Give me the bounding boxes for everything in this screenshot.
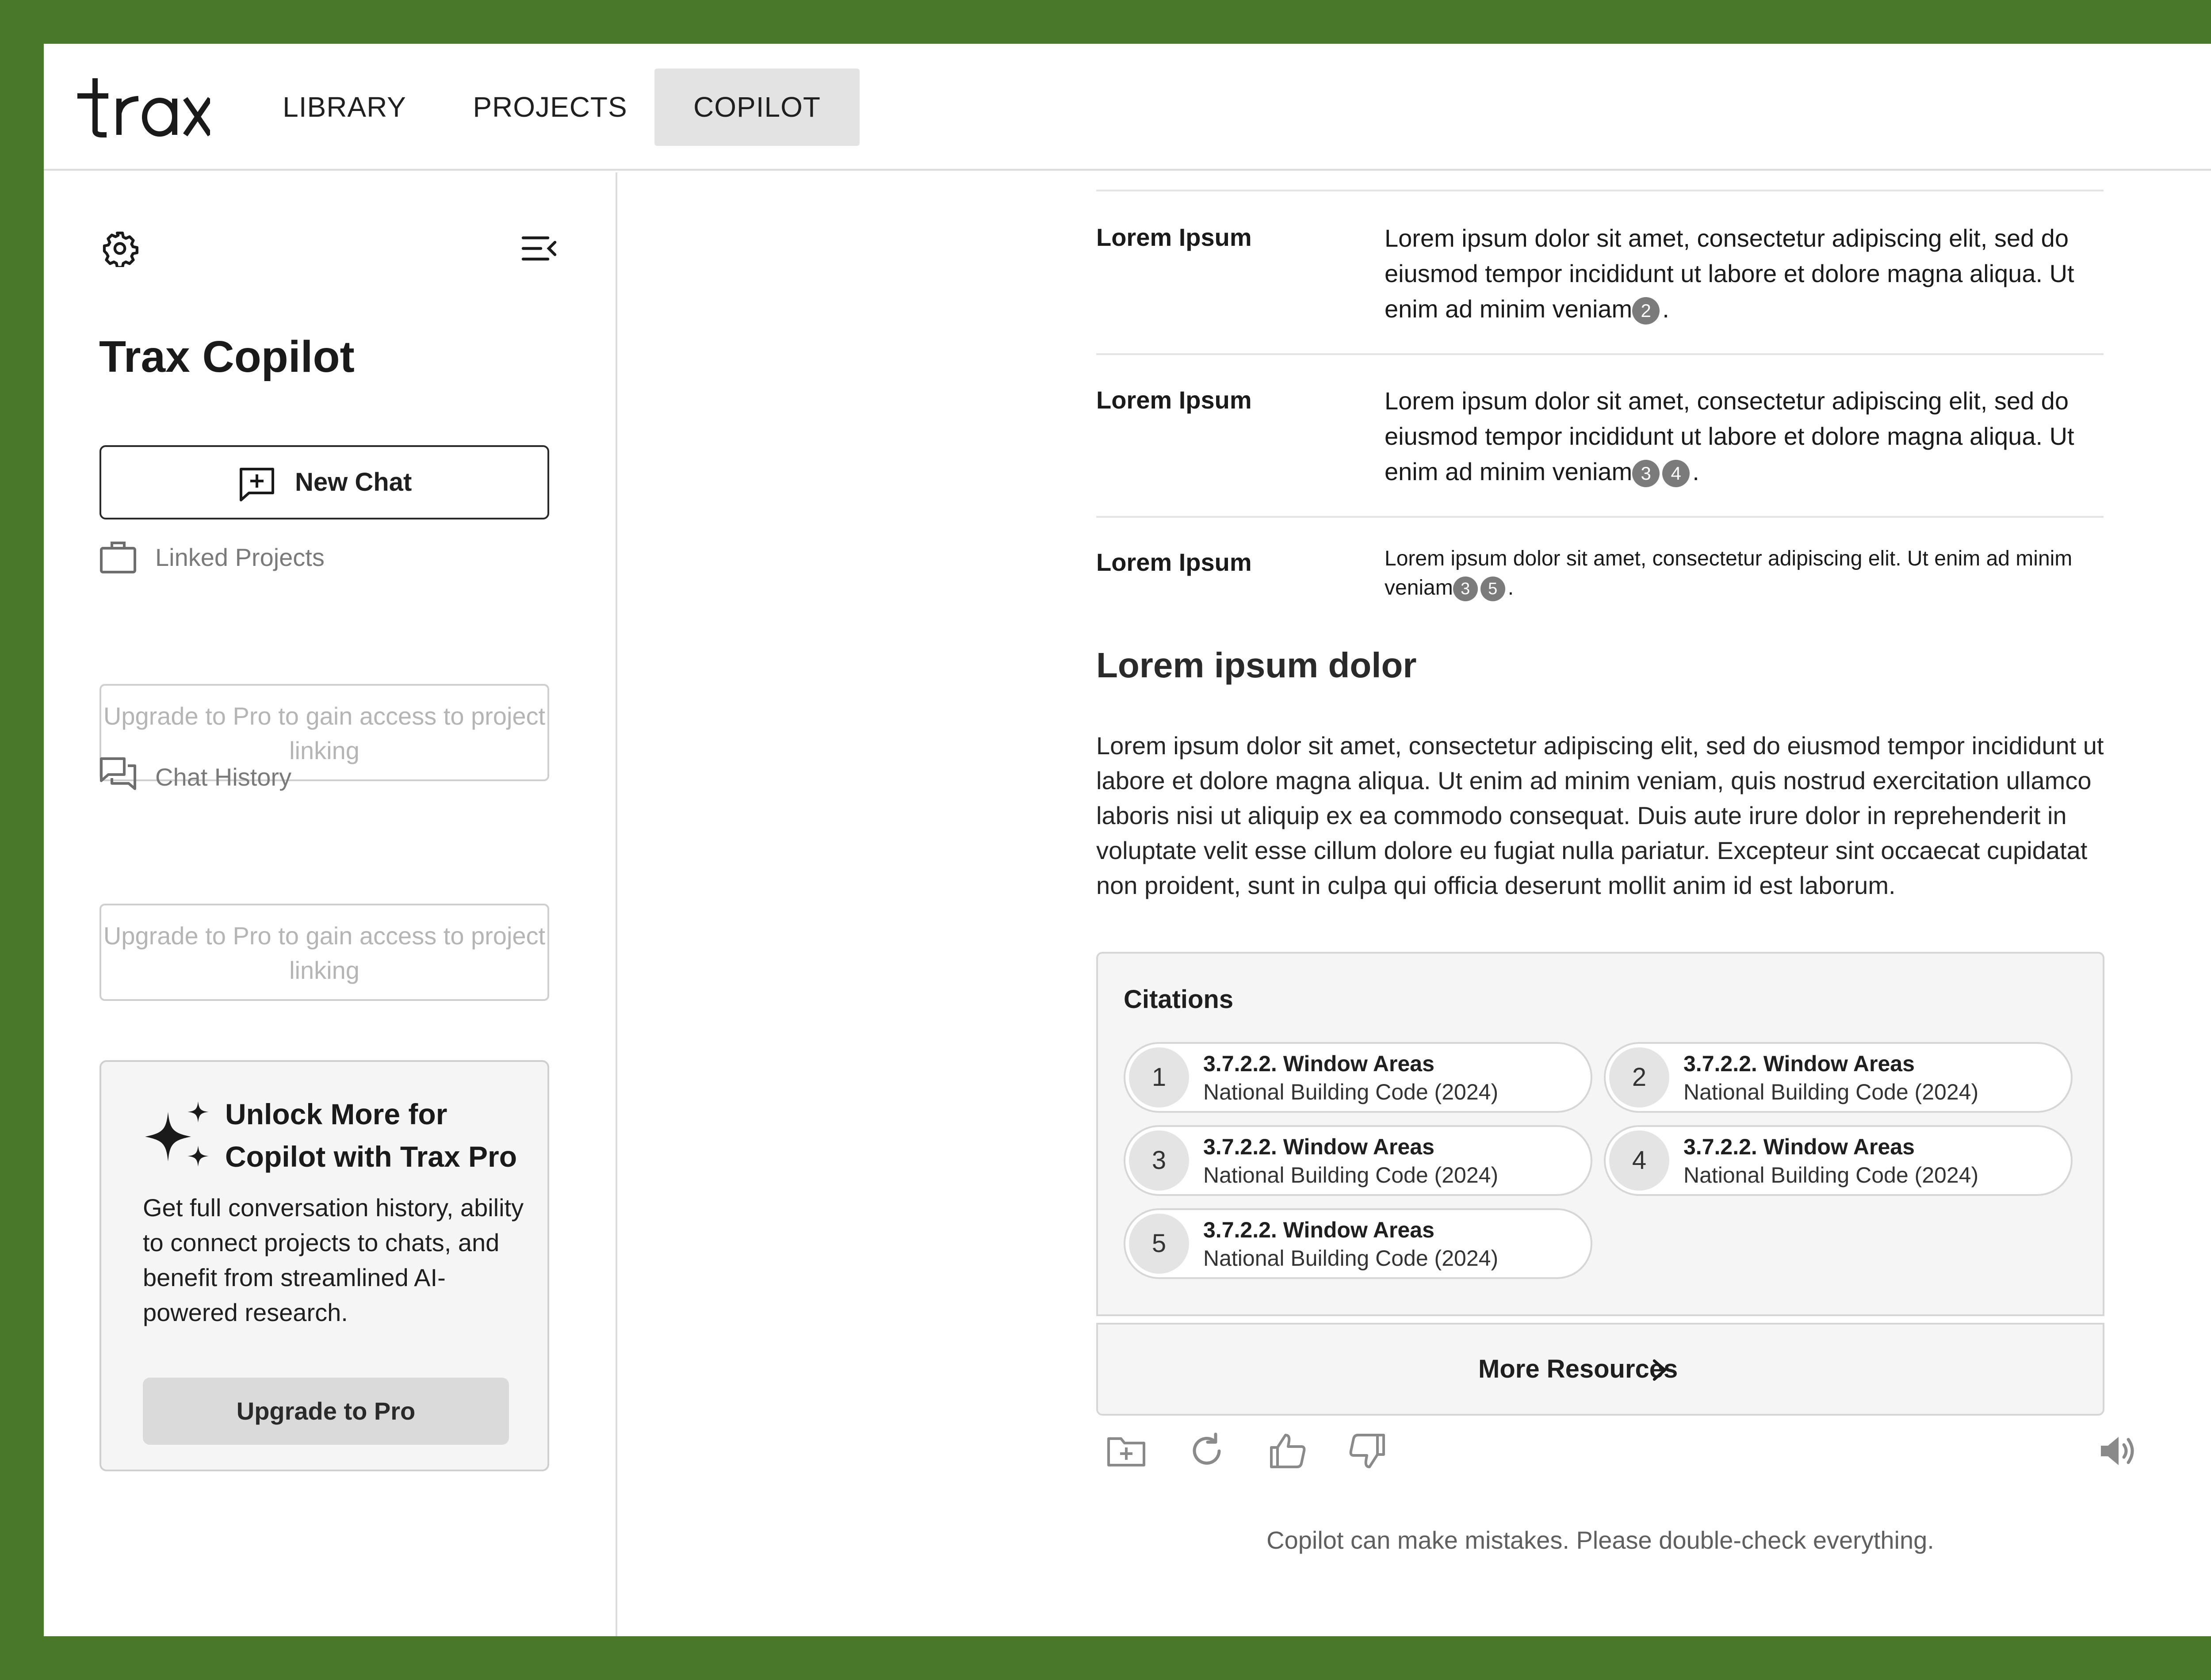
citation-marker[interactable]: 4 [1662, 460, 1690, 487]
linked-projects-label: Linked Projects [155, 543, 325, 571]
citation-chip[interactable] [1604, 1042, 2073, 1113]
chat-history-icon [99, 757, 137, 793]
briefcase-icon [99, 540, 137, 574]
chat-history-upgrade-note: Upgrade to Pro to gain access to project linking [99, 904, 549, 1001]
citations-title: Citations [1124, 985, 1234, 1014]
new-chat-button[interactable] [99, 445, 549, 519]
regenerate-icon[interactable] [1186, 1430, 1228, 1472]
citation-marker[interactable]: 3 [1632, 460, 1660, 487]
row-value: Lorem ipsum dolor sit amet, consectetur adipiscing elit, sed do eiusmod tempor incididunt ut labore et dolore magna aliqua. Ut enim ad minim veniam 2 . [1385, 221, 2101, 327]
new-chat-label: New Chat [295, 468, 412, 496]
citation-number: 4 [1609, 1130, 1669, 1191]
citation-chip[interactable] [1124, 1125, 1592, 1196]
citation-chip[interactable] [1124, 1042, 1592, 1113]
nav-copilot[interactable]: COPILOT [654, 69, 860, 146]
collapse-sidebar-icon[interactable] [521, 234, 557, 263]
thumbs-up-icon[interactable] [1266, 1430, 1308, 1472]
row-divider [1096, 353, 2104, 355]
citation-number: 3 [1129, 1130, 1189, 1191]
citation-title: 3.7.2.2. Window Areas [1683, 1051, 1915, 1076]
row-key: Lorem Ipsum [1096, 223, 1252, 251]
citation-source: National Building Code (2024) [1203, 1246, 1499, 1271]
citation-number: 2 [1609, 1047, 1669, 1107]
new-chat-icon [238, 466, 275, 502]
app-window [44, 44, 2211, 1636]
row-divider [1096, 516, 2104, 518]
row-value-text: Lorem ipsum dolor sit amet, consectetur adipiscing elit, sed do eiusmod tempor incididunt ut labore et dolore magna aliqua. Ut enim ad minim veniam [1385, 387, 2074, 485]
citation-source: National Building Code (2024) [1683, 1163, 1979, 1187]
citation-title: 3.7.2.2. Window Areas [1683, 1134, 1915, 1159]
sparkles-icon [143, 1100, 214, 1170]
thumbs-down-icon[interactable] [1346, 1430, 1389, 1472]
row-key: Lorem Ipsum [1096, 386, 1252, 414]
citation-marker[interactable]: 5 [1480, 577, 1505, 601]
section-heading: Lorem ipsum dolor [1096, 645, 1417, 685]
upgrade-to-pro-button[interactable]: Upgrade to Pro [143, 1378, 509, 1445]
sidebar [44, 172, 617, 1636]
citation-title: 3.7.2.2. Window Areas [1203, 1051, 1434, 1076]
citation-number: 1 [1129, 1047, 1189, 1107]
more-resources-button[interactable] [1096, 1323, 2104, 1416]
trax-logo[interactable] [77, 76, 210, 138]
top-bar [44, 44, 2211, 171]
nav-projects[interactable]: PROJECTS [473, 91, 627, 123]
row-value: Lorem ipsum dolor sit amet, consectetur adipiscing elit, sed do eiusmod tempor incididunt ut labore et dolore magna aliqua. Ut enim ad minim veniam 3 4 . [1385, 383, 2101, 489]
gear-icon[interactable] [101, 230, 138, 267]
nav-library[interactable]: LIBRARY [283, 91, 406, 123]
citation-chip[interactable] [1124, 1208, 1592, 1279]
citation-title: 3.7.2.2. Window Areas [1203, 1134, 1434, 1159]
promo-title: Unlock More for Copilot with Trax Pro [225, 1098, 517, 1173]
row-value: Lorem ipsum dolor sit amet, consectetur adipiscing elit. Ut enim ad minim veniam 3 5 . [1385, 544, 2074, 603]
more-resources-label: More Resources [1478, 1355, 1678, 1383]
pro-upsell-card [99, 1060, 549, 1471]
chevron-right-icon [1650, 1359, 1670, 1381]
answer-paragraph: Lorem ipsum dolor sit amet, consectetur adipiscing elit, sed do eiusmod tempor incididunt ut labore et dolore magna aliqua. Ut enim ad minim veniam, quis nostrud exercitation ullamco laboris nisi ut aliquip ex ea commodo consequat. Duis aute irure dolor in reprehenderit in voluptate velit esse cillum dolore eu fugiat nulla pariatur. Excepteur sint occaecat cupidatat non proident, sunt in culpa qui officia deserunt mollit anim id est laborum. [1096, 732, 2104, 899]
row-key: Lorem Ipsum [1096, 548, 1252, 576]
promo-text: Get full conversation history, ability to connect projects to chats, and benefit from streamlined AI-powered research. [143, 1194, 524, 1326]
citation-source: National Building Code (2024) [1683, 1080, 1979, 1104]
citations-panel [1096, 952, 2104, 1316]
read-aloud-speaker-icon[interactable] [2096, 1430, 2138, 1472]
citation-chip[interactable] [1604, 1125, 2073, 1196]
row-value-text: Lorem ipsum dolor sit amet, consectetur adipiscing elit, sed do eiusmod tempor incididunt ut labore et dolore magna aliqua. Ut enim ad minim veniam [1385, 224, 2074, 323]
row-value-text: Lorem ipsum dolor sit amet, consectetur adipiscing elit. Ut enim ad minim veniam [1385, 547, 2073, 599]
citation-marker[interactable]: 2 [1632, 297, 1660, 325]
citation-title: 3.7.2.2. Window Areas [1203, 1218, 1434, 1242]
disclaimer-text: Copilot can make mistakes. Please double-check everything. [1266, 1526, 1934, 1554]
chat-history-label: Chat History [155, 763, 292, 791]
citation-source: National Building Code (2024) [1203, 1163, 1499, 1187]
sidebar-title: Trax Copilot [99, 332, 355, 382]
citation-marker[interactable]: 3 [1453, 577, 1478, 601]
citation-source: National Building Code (2024) [1203, 1080, 1499, 1104]
citation-number: 5 [1129, 1214, 1189, 1274]
row-divider [1096, 190, 2104, 191]
linked-projects-upgrade-note: Upgrade to Pro to gain access to project linking [99, 684, 549, 781]
save-to-folder-icon[interactable] [1105, 1430, 1148, 1472]
